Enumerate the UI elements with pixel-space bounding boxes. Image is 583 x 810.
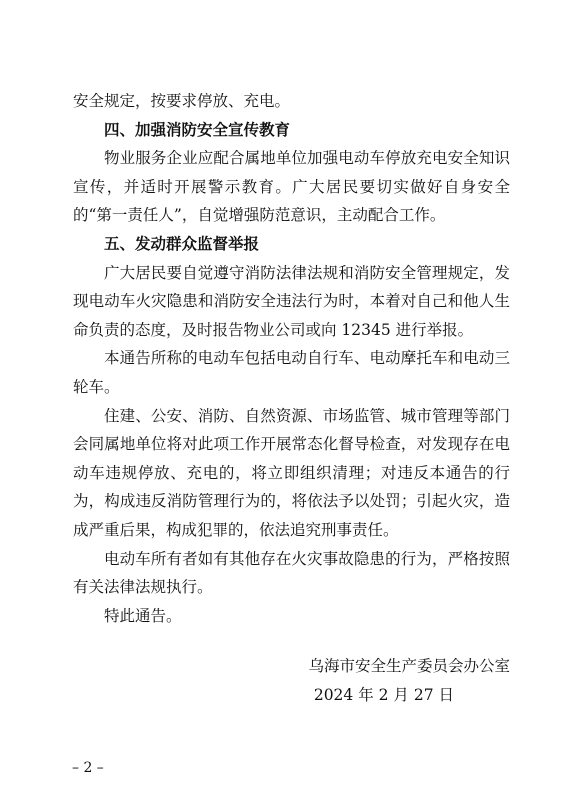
section-heading-5: 五、发动群众监督举报 — [104, 234, 260, 253]
paragraph-other-hazards: 电动车所有者如有其他存在火灾事故隐患的行为，严格按照有关法律法规执行。 — [73, 549, 510, 597]
paragraph-enforcement: 住建、公安、消防、自然资源、市场监管、城市管理等部门会同属地单位将对此项工作开展常态化督导检查，对发现存在电动车违规停放、充电的，将立即组织清理；对违反本通告的行为，构成违反消防管理行为的，将依法予以处罚；引起火灾，造成严重后果，构成犯罪的，依法追究刑事责任。 — [73, 406, 510, 539]
issue-date: 2024 年 2 月 27 日 — [313, 686, 454, 704]
paragraph-definition: 本通告所称的电动车包括电动自行车、电动摩托车和电动三轮车。 — [73, 349, 510, 396]
paragraph-closing: 特此通告。 — [104, 606, 182, 625]
section-heading-4: 四、加强消防安全宣传教育 — [104, 120, 291, 139]
paragraph-publicity: 物业服务企业应配合属地单位加强电动车停放充电安全知识宣传，并适时开展警示教育。广大居民要切实做好自身安全的“第一责任人”，自觉增强防范意识，主动配合工作。 — [73, 149, 510, 225]
document-body — [73, 87, 510, 630]
page-number: – 2 – — [72, 760, 104, 776]
issuing-organization: 乌海市安全生产委员会办公室 — [308, 657, 510, 675]
continued-paragraph: 安全规定，按要求停放、充电。 — [73, 92, 291, 110]
paragraph-reporting: 广大居民要自觉遵守消防法律法规和消防安全管理规定，发现电动车火灾隐患和消防安全违法行为时，本着对自己和他人生命负责的态度，及时报告物业公司或向 12345 进行举报。 — [73, 263, 510, 339]
signature-block — [308, 652, 510, 710]
